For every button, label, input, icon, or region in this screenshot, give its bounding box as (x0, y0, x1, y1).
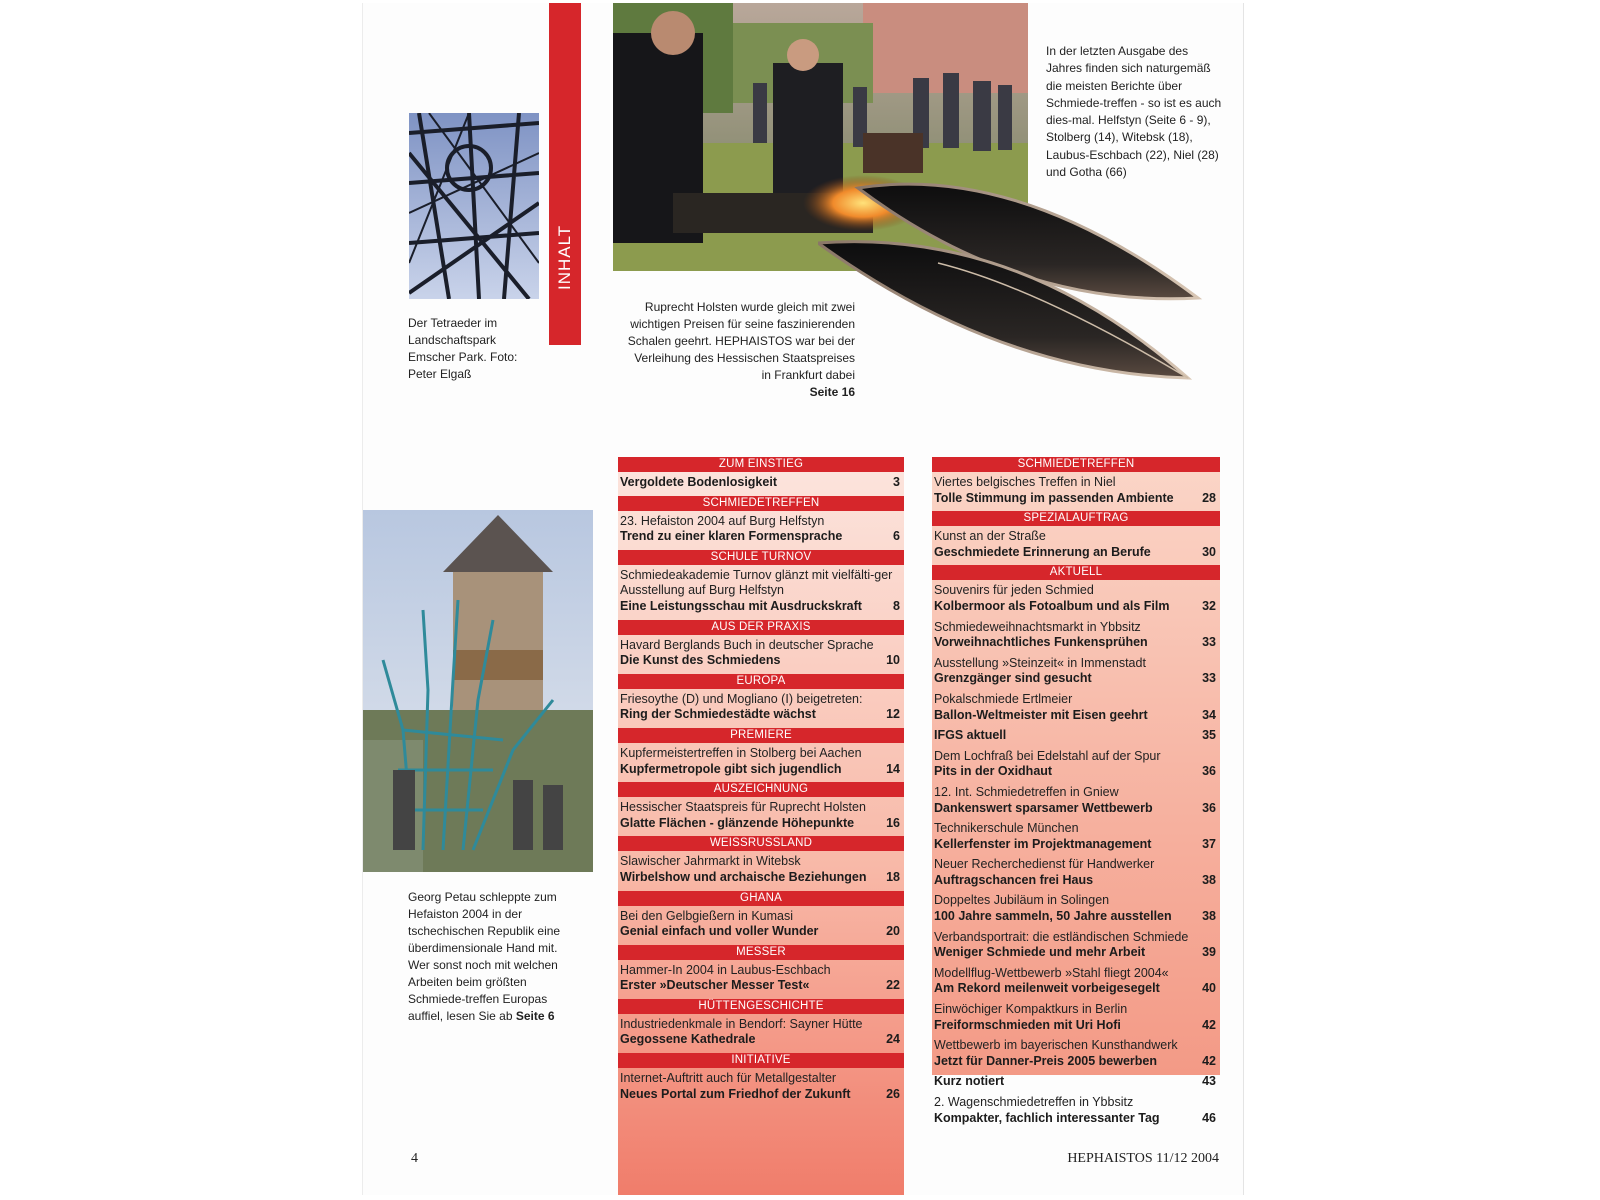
toc-entry-title: Vorweihnachtliches Funkensprühen (934, 635, 1148, 650)
toc-entry-page: 26 (886, 1086, 900, 1101)
toc-entry-subtitle: Friesoythe (D) und Mogliano (I) beigetreten: (620, 691, 863, 706)
hand-sculpture-photo (363, 510, 593, 872)
tetraeder-caption: Der Tetraeder im Landschaftspark Emscher Park. Foto: Peter Elgaß (408, 316, 518, 381)
toc-section-header: SCHULE TURNOV (618, 550, 904, 565)
toc-section-header: EUROPA (618, 674, 904, 689)
toc-entry-page: 42 (1202, 1053, 1216, 1068)
toc-entry-title: Grenzgänger sind gesucht (934, 671, 1092, 686)
toc-entry-page: 8 (893, 598, 900, 613)
toc-entry-page: 16 (886, 815, 900, 830)
toc-entry[interactable] (932, 1095, 1220, 1126)
toc-entry-subtitle: 12. Int. Schmiedetreffen in Gniew (934, 784, 1119, 799)
toc-entry[interactable] (932, 692, 1220, 723)
toc-entry[interactable] (618, 854, 904, 885)
toc-entry[interactable] (618, 746, 904, 777)
toc-entry-title: Ballon-Weltmeister mit Eisen geehrt (934, 707, 1148, 722)
toc-entry-title: 100 Jahre sammeln, 50 Jahre ausstellen (934, 909, 1172, 924)
toc-section-header: MESSER (618, 945, 904, 960)
toc-entry-title: Kellerfenster im Projektmanagement (934, 836, 1152, 851)
toc-entry[interactable] (618, 963, 904, 994)
inhalt-label: INHALT (555, 224, 574, 290)
toc-entry[interactable] (932, 893, 1220, 924)
toc-entry[interactable] (932, 529, 1220, 560)
toc-entry-subtitle: Technikerschule München (934, 821, 1079, 836)
toc-entry[interactable] (618, 1017, 904, 1048)
toc-entry[interactable] (618, 638, 904, 669)
toc-section-header: AKTUELL (932, 565, 1220, 580)
toc-entry-page: 37 (1202, 836, 1216, 851)
magazine-page (362, 3, 1244, 1195)
toc-entry-page: 12 (886, 707, 900, 722)
toc-entry-page: 39 (1202, 945, 1216, 960)
toc-entry-subtitle: Wettbewerb im bayerischen Kunsthandwerk (934, 1038, 1178, 1053)
georg-caption-text: Georg Petau schleppte zum Hefaiston 2004 in der tschechischen Republik eine überdimensionale Hand mit. Wer sonst noch mit welchen Arbeiten beim größten Schmiede-treffen Europas auffiel, lesen Sie ab (408, 890, 561, 1023)
toc-entry-page: 46 (1202, 1110, 1216, 1125)
toc-entry[interactable] (932, 1074, 1220, 1090)
toc-entry-page: 42 (1202, 1017, 1216, 1032)
toc-right-column (932, 457, 1220, 1125)
toc-entry-title: Kurz notiert (934, 1074, 1005, 1089)
toc-entry-subtitle: Internet-Auftritt auch für Metallgestalter (620, 1071, 837, 1086)
toc-entry-title: Gegossene Kathedrale (620, 1032, 756, 1047)
toc-entry-page: 43 (1202, 1074, 1216, 1089)
toc-entry[interactable] (618, 1071, 904, 1102)
toc-entry-subtitle: Slawischer Jahrmarkt in Witebsk (620, 854, 801, 869)
inhalt-bar (549, 3, 581, 345)
toc-entry-page: 40 (1202, 981, 1216, 996)
toc-section-header: WEISSRUSSLAND (618, 836, 904, 851)
toc-entry-subtitle: Kunst an der Straße (934, 529, 1046, 544)
toc-entry-subtitle: Viertes belgisches Treffen in Niel (934, 475, 1116, 489)
toc-entry-title: Dankenswert sparsamer Wettbewerb (934, 800, 1153, 815)
toc-entry[interactable] (932, 821, 1220, 852)
tetraeder-photo (409, 113, 539, 299)
toc-entry-subtitle: Doppeltes Jubiläum in Solingen (934, 893, 1110, 908)
toc-entry[interactable] (618, 692, 904, 723)
toc-entry-page: 6 (893, 529, 900, 544)
toc-section-header: INITIATIVE (618, 1053, 904, 1068)
toc-entry-subtitle: Neuer Recherchedienst für Handwerker (934, 857, 1155, 872)
toc-entry-page: 36 (1202, 764, 1216, 779)
toc-entry-subtitle: Kupfermeistertreffen in Stolberg bei Aachen (620, 745, 862, 760)
toc-entry-subtitle: Schmiedeweihnachtsmarkt in Ybbsitz (934, 619, 1141, 634)
ruprecht-page-ref[interactable]: Seite 16 (809, 385, 855, 399)
magazine-footer: HEPHAISTOS 11/12 2004 (1067, 1151, 1219, 1166)
toc-entry[interactable] (932, 1038, 1220, 1069)
toc-section-header: SCHMIEDETREFFEN (932, 457, 1220, 472)
toc-entry-page: 3 (893, 475, 900, 489)
toc-section-header: SCHMIEDETREFFEN (618, 496, 904, 511)
toc-entry-title: Ring der Schmiedestädte wächst (620, 707, 816, 722)
toc-entry-title: Neues Portal zum Friedhof der Zukunft (620, 1086, 851, 1101)
toc-entry-title: Genial einfach und voller Wunder (620, 924, 819, 939)
toc-entry-page: 34 (1202, 707, 1216, 722)
toc-entry-subtitle: Modellflug-Wettbewerb »Stahl fliegt 2004« (934, 965, 1169, 980)
toc-entry-title: Trend zu einer klaren Formensprache (620, 529, 843, 544)
toc-entry-subtitle: Industriedenkmale in Bendorf: Sayner Hütte (620, 1016, 863, 1031)
toc-entry[interactable] (932, 930, 1220, 961)
toc-entry[interactable] (618, 514, 904, 545)
toc-entry-subtitle: 2. Wagenschmiedetreffen in Ybbsitz (934, 1095, 1134, 1109)
toc-entry-title: Wirbelshow und archaische Beziehungen (620, 869, 867, 884)
toc-entry-title: Geschmiedete Erinnerung an Berufe (934, 544, 1151, 559)
toc-section-header: ZUM EINSTIEG (618, 457, 904, 472)
toc-entry-page: 30 (1202, 544, 1216, 559)
toc-entry-subtitle: Hessischer Staatspreis für Ruprecht Holsten (620, 800, 866, 815)
toc-entry-title: Vergoldete Bodenlosigkeit (620, 475, 777, 489)
toc-entry-page: 38 (1202, 872, 1216, 887)
toc-entry-page: 35 (1202, 728, 1216, 743)
toc-entry[interactable] (932, 728, 1220, 744)
toc-entry-title: Am Rekord meilenweit vorbeigesegelt (934, 981, 1160, 996)
toc-entry[interactable] (932, 475, 1220, 506)
toc-entry[interactable] (618, 475, 904, 491)
toc-entry-title: Kupfermetropole gibt sich jugendlich (620, 761, 842, 776)
toc-entry[interactable] (618, 568, 904, 615)
toc-entry-page: 28 (1202, 490, 1216, 505)
toc-left-column (618, 457, 904, 1195)
toc-entry-page: 24 (886, 1032, 900, 1047)
toc-entry-subtitle: Hammer-In 2004 in Laubus-Eschbach (620, 962, 831, 977)
toc-section-header: GHANA (618, 891, 904, 906)
toc-entry-subtitle: Bei den Gelbgießern in Kumasi (620, 908, 794, 923)
toc-section-header: HÜTTENGESCHICHTE (618, 999, 904, 1014)
toc-entry[interactable] (932, 1002, 1220, 1033)
toc-entry-page: 18 (886, 869, 900, 884)
georg-page-ref[interactable]: Seite 6 (515, 1009, 555, 1023)
toc-entry-title: Pits in der Oxidhaut (934, 764, 1053, 779)
toc-entry-page: 33 (1202, 635, 1216, 650)
toc-entry-page: 33 (1202, 671, 1216, 686)
toc-entry[interactable] (932, 583, 1220, 614)
toc-entry-subtitle: Ausstellung »Steinzeit« in Immenstadt (934, 655, 1146, 670)
toc-entry-page: 22 (886, 978, 900, 993)
ruprecht-caption-text: Ruprecht Holsten wurde gleich mit zwei wichtigen Preisen für seine faszinierenden Schalen geehrt. HEPHAISTOS war bei der Verleihung des Hessischen Staatspreises in Frankfurt dabei (627, 300, 855, 382)
toc-entry[interactable] (932, 620, 1220, 651)
georg-caption (408, 889, 573, 1025)
toc-entry[interactable] (932, 966, 1220, 997)
toc-entry-title: Auftragschancen frei Haus (934, 872, 1094, 887)
toc-entry[interactable] (932, 749, 1220, 780)
toc-entry-subtitle: Dem Lochfraß bei Edelstahl auf der Spur (934, 748, 1161, 763)
toc-entry-title: Die Kunst des Schmiedens (620, 653, 781, 668)
toc-entry[interactable] (932, 857, 1220, 888)
toc-entry[interactable] (618, 909, 904, 940)
toc-entry-subtitle: 23. Hefaiston 2004 auf Burg Helfstyn (620, 513, 825, 528)
ruprecht-caption (625, 299, 855, 401)
toc-entry-subtitle: Einwöchiger Kompaktkurs in Berlin (934, 1002, 1128, 1017)
toc-entry-subtitle: Souvenirs für jeden Schmied (934, 583, 1094, 598)
toc-entry-title: Glatte Flächen - glänzende Höhepunkte (620, 815, 855, 830)
toc-entry-title: Kompakter, fachlich interessanter Tag (934, 1110, 1160, 1125)
toc-section-header: SPEZIALAUFTRAG (932, 511, 1220, 526)
toc-entry-title: IFGS aktuell (934, 728, 1007, 743)
toc-entry-title: Weniger Schmiede und mehr Arbeit (934, 945, 1146, 960)
toc-entry-page: 32 (1202, 598, 1216, 613)
toc-entry-subtitle: Havard Berglands Buch in deutscher Sprache (620, 637, 874, 652)
toc-entry-subtitle: Pokalschmiede Ertlmeier (934, 691, 1073, 706)
toc-entry-subtitle: Schmiedeakademie Turnov glänzt mit vielfälti-ger Ausstellung auf Burg Helfstyn (620, 567, 893, 598)
toc-entry-subtitle: Verbandsportrait: die estländischen Schmiede (934, 929, 1189, 944)
toc-entry[interactable] (932, 656, 1220, 687)
toc-entry-title: Tolle Stimmung im passenden Ambiente (934, 490, 1174, 505)
bowls-photo (818, 168, 1228, 433)
page-number: 4 (411, 1151, 418, 1166)
toc-section-header: AUS DER PRAXIS (618, 620, 904, 635)
toc-entry-page: 38 (1202, 909, 1216, 924)
toc-entry-title: Freiformschmieden mit Uri Hofi (934, 1017, 1121, 1032)
toc-section-header: PREMIERE (618, 728, 904, 743)
intro-text: In der letzten Ausgabe des Jahres finden sich naturgemäß die meisten Berichte über Schmiede-treffen - so ist es auch dies-mal. Helfstyn (Seite 6 - 9), Stolberg (14), Witebsk (18), Laubus-Eschbach (22), Niel (28) und Gotha (66) (1046, 44, 1222, 180)
toc-entry-title: Jetzt für Danner-Preis 2005 bewerben (934, 1053, 1157, 1068)
toc-entry[interactable] (932, 785, 1220, 816)
toc-entry[interactable] (618, 800, 904, 831)
toc-entry-page: 10 (886, 653, 900, 668)
toc-entry-page: 14 (886, 761, 900, 776)
toc-entry-page: 20 (886, 924, 900, 939)
toc-entry-page: 36 (1202, 800, 1216, 815)
toc-entry-title: Eine Leistungsschau mit Ausdruckskraft (620, 598, 862, 613)
toc-entry-title: Kolbermoor als Fotoalbum und als Film (934, 598, 1170, 613)
toc-section-header: AUSZEICHNUNG (618, 782, 904, 797)
toc-entry-title: Erster »Deutscher Messer Test« (620, 978, 810, 993)
